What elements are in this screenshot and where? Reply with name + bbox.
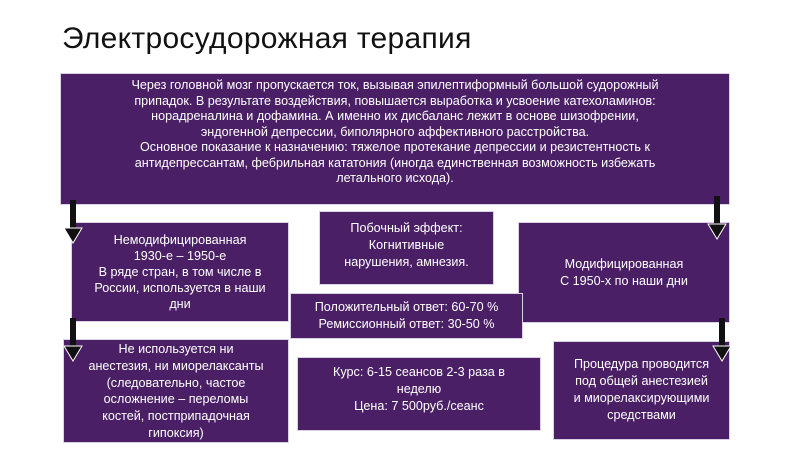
modified-line: Модифицированная [564,257,684,271]
procedure-line: средствами [607,408,676,422]
course-line: неделю [396,382,442,396]
procedure-line: Процедура проводится [573,357,710,371]
arrow-down-icon [63,200,83,244]
course-box [297,357,541,431]
unmodified-line: В ряде стран, в том числе в [98,265,262,279]
unmodified-line: Немодифицированная [113,233,247,247]
description-line: припадок. В результате воздействия, повышается выработка и усвоение катехоламинов: [134,93,656,108]
page-title: Электросудорожная терапия [62,22,472,55]
arrow-down-icon [712,318,732,362]
no-anesthesia-line: (следовательно, частое [106,375,246,390]
arrow-down-icon [63,318,83,362]
description-line: антидепрессантам, фебрильная кататония (иногда единственная возможность избежать [134,155,656,170]
no-anesthesia-line: осложнение – переломы [103,392,249,407]
side-effect-line: нарушения, амнезия. [344,255,469,269]
procedure-box [553,341,730,440]
modified-line: С 1950-х по наши дни [560,274,688,288]
unmodified-line: России, используется в наши [94,281,266,295]
arrow-down-icon [707,196,727,240]
description-line: Основное показание к назначению: тяжелое протекание депрессии и резистентность к [140,140,650,154]
response-box [290,293,523,339]
no-anesthesia-box [63,339,289,443]
procedure-line: под общей анестезией [575,374,708,388]
course-line: Цена: 7 500руб./сеанс [354,399,484,413]
response-line: Положительный ответ: 60-70 % [314,300,499,314]
modified-box [518,222,730,323]
description-box [60,73,730,205]
side-effect-box [319,211,494,285]
unmodified-box [71,222,289,322]
description-line: летального исхода). [336,171,454,185]
no-anesthesia-line: Не используется ни [118,342,234,356]
response-line: Ремиссионный ответ: 30-50 % [318,317,495,331]
side-effect-line: Побочный эффект: [350,221,463,235]
no-anesthesia-line: анестезия, ни миорелаксанты [88,358,264,373]
unmodified-line: дни [169,297,191,311]
course-line: Курс: 6-15 сеансов 2-3 раза в [333,365,505,379]
description-line: норадреналина и дофамина. А именно их дисбаланс лежит в основе шизофрении, [151,109,639,123]
no-anesthesia-line: костей, постприпадочная [102,409,250,424]
no-anesthesia-line: гипоксия) [148,425,204,440]
description-line: Через головной мозг пропускается ток, вызывая эпилептиформный большой судорожный [131,78,659,92]
description-line: эндогенной депрессии, биполярного аффективного расстройства. [200,124,590,139]
procedure-line: и миорелаксирующими [573,391,710,405]
side-effect-line: Когнитивные [368,238,445,252]
unmodified-line: 1930-е – 1950-е [133,249,227,263]
